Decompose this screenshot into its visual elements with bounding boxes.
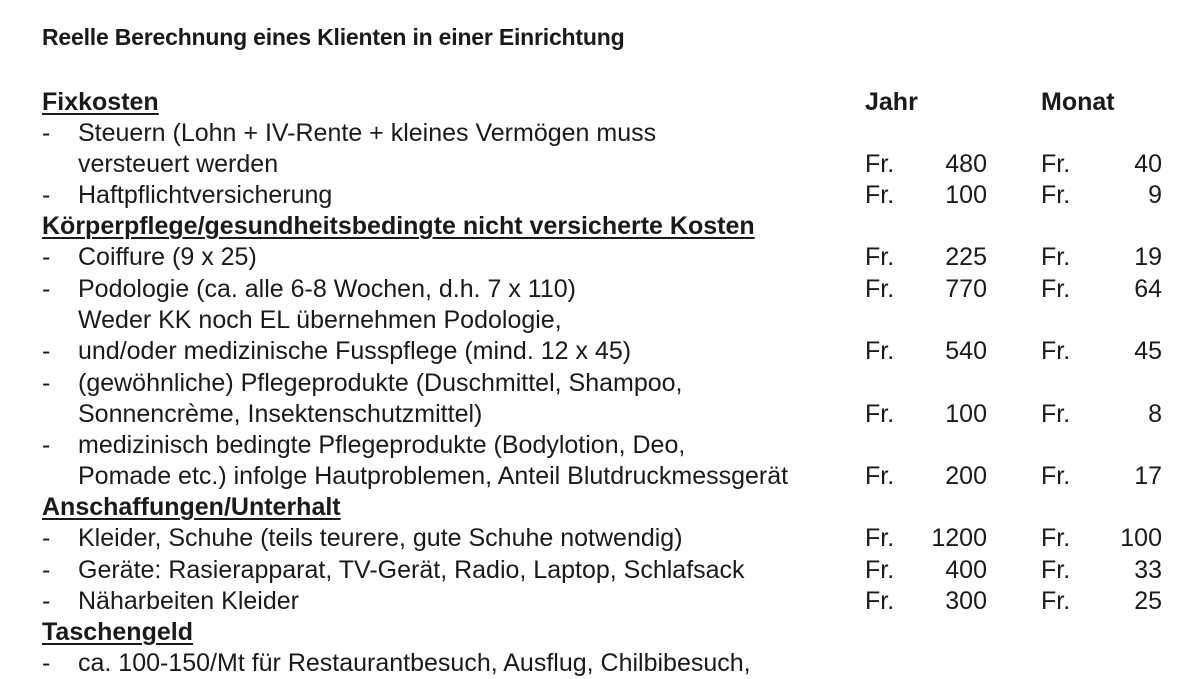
cost-item-row: [0, 555, 1200, 586]
amount-year: 540: [945, 337, 987, 365]
amount-year: 300: [945, 587, 987, 615]
cost-item-row: [0, 648, 1200, 679]
currency-label: Fr.: [1041, 462, 1071, 490]
cost-item-row: [0, 149, 1200, 180]
currency-label: Fr.: [865, 587, 895, 615]
document-title: Reelle Berechnung eines Klienten in einer Einrichtung: [42, 24, 625, 50]
cost-item-row: [0, 430, 1200, 461]
cost-item-row: [0, 118, 1200, 149]
item-description: Coiffure (9 x 25): [78, 243, 257, 271]
item-description: ca. 100-150/Mt für Restaurantbesuch, Ausflug, Chilbibesuch,: [78, 649, 751, 677]
section-header-row: [0, 87, 1200, 118]
cost-item-row: [0, 586, 1200, 617]
section-heading: Körperpflege/gesundheitsbedingte nicht versicherte Kosten: [42, 212, 755, 240]
cost-item-row: [0, 461, 1200, 492]
bullet-dash: -: [42, 649, 51, 677]
column-header-month: Monat: [1041, 88, 1115, 116]
currency-label: Fr.: [1041, 337, 1071, 365]
currency-label: Fr.: [865, 556, 895, 584]
currency-label: Fr.: [1041, 587, 1071, 615]
currency-label: Fr.: [865, 337, 895, 365]
bullet-dash: -: [42, 431, 51, 459]
column-header-year: Jahr: [865, 88, 918, 116]
amount-month: 33: [1134, 556, 1162, 584]
amount-year: 200: [945, 462, 987, 490]
bullet-dash: -: [42, 587, 51, 615]
currency-label: Fr.: [1041, 181, 1071, 209]
cost-item-row: [0, 523, 1200, 554]
cost-item-row: [0, 336, 1200, 367]
section-header-row: [0, 492, 1200, 523]
amount-year: 400: [945, 556, 987, 584]
amount-year: 100: [945, 400, 987, 428]
currency-label: Fr.: [865, 462, 895, 490]
item-description: Weder KK noch EL übernehmen Podologie,: [78, 306, 562, 334]
currency-label: Fr.: [1041, 400, 1071, 428]
item-description: und/oder medizinische Fusspflege (mind. 12 x 45): [78, 337, 632, 365]
cost-item-row: [0, 305, 1200, 336]
bullet-dash: -: [42, 369, 51, 397]
amount-month: 9: [1148, 181, 1162, 209]
item-description: Haftpflichtversicherung: [78, 181, 333, 209]
amount-year: 480: [945, 150, 987, 178]
item-description: medizinisch bedingte Pflegeprodukte (Bodylotion, Deo,: [78, 431, 686, 459]
cost-item-row: [0, 180, 1200, 211]
section-header-row: [0, 211, 1200, 242]
bullet-dash: -: [42, 556, 51, 584]
amount-month: 17: [1134, 462, 1162, 490]
amount-month: 8: [1148, 400, 1162, 428]
currency-label: Fr.: [1041, 243, 1071, 271]
amount-year: 100: [945, 181, 987, 209]
bullet-dash: -: [42, 275, 51, 303]
item-description: (gewöhnliche) Pflegeprodukte (Duschmittel, Shampoo,: [78, 369, 683, 397]
bullet-dash: -: [42, 119, 51, 147]
cost-item-row: [0, 274, 1200, 305]
amount-month: 40: [1134, 150, 1162, 178]
item-description: Geräte: Rasierapparat, TV-Gerät, Radio, Laptop, Schlafsack: [78, 556, 745, 584]
item-description: Kleider, Schuhe (teils teurere, gute Schuhe notwendig): [78, 524, 683, 552]
currency-label: Fr.: [865, 150, 895, 178]
currency-label: Fr.: [1041, 275, 1071, 303]
section-heading: Fixkosten: [42, 88, 159, 116]
currency-label: Fr.: [865, 243, 895, 271]
bullet-dash: -: [42, 181, 51, 209]
currency-label: Fr.: [865, 524, 895, 552]
bullet-dash: -: [42, 524, 51, 552]
currency-label: Fr.: [1041, 524, 1071, 552]
amount-month: 45: [1134, 337, 1162, 365]
cost-item-row: [0, 242, 1200, 273]
item-description: Pomade etc.) infolge Hautproblemen, Anteil Blutdruckmessgerät: [78, 462, 789, 490]
bullet-dash: -: [42, 243, 51, 271]
section-header-row: [0, 617, 1200, 648]
amount-month: 100: [1120, 524, 1162, 552]
amount-year: 770: [945, 275, 987, 303]
amount-year: 1200: [931, 524, 987, 552]
cost-item-row: [0, 368, 1200, 399]
section-heading: Anschaffungen/Unterhalt: [42, 493, 341, 521]
item-description: Steuern (Lohn + IV-Rente + kleines Vermögen muss: [78, 119, 657, 147]
amount-year: 225: [945, 243, 987, 271]
amount-month: 19: [1134, 243, 1162, 271]
item-description: Sonnencrème, Insektenschutzmittel): [78, 400, 483, 428]
currency-label: Fr.: [1041, 556, 1071, 584]
item-description: Podologie (ca. alle 6-8 Wochen, d.h. 7 x 110): [78, 275, 576, 303]
bullet-dash: -: [42, 337, 51, 365]
item-description: versteuert werden: [78, 150, 279, 178]
currency-label: Fr.: [865, 275, 895, 303]
amount-month: 25: [1134, 587, 1162, 615]
currency-label: Fr.: [1041, 150, 1071, 178]
section-heading: Taschengeld: [42, 618, 193, 646]
amount-month: 64: [1134, 275, 1162, 303]
currency-label: Fr.: [865, 400, 895, 428]
cost-item-row: [0, 399, 1200, 430]
currency-label: Fr.: [865, 181, 895, 209]
item-description: Näharbeiten Kleider: [78, 587, 299, 615]
